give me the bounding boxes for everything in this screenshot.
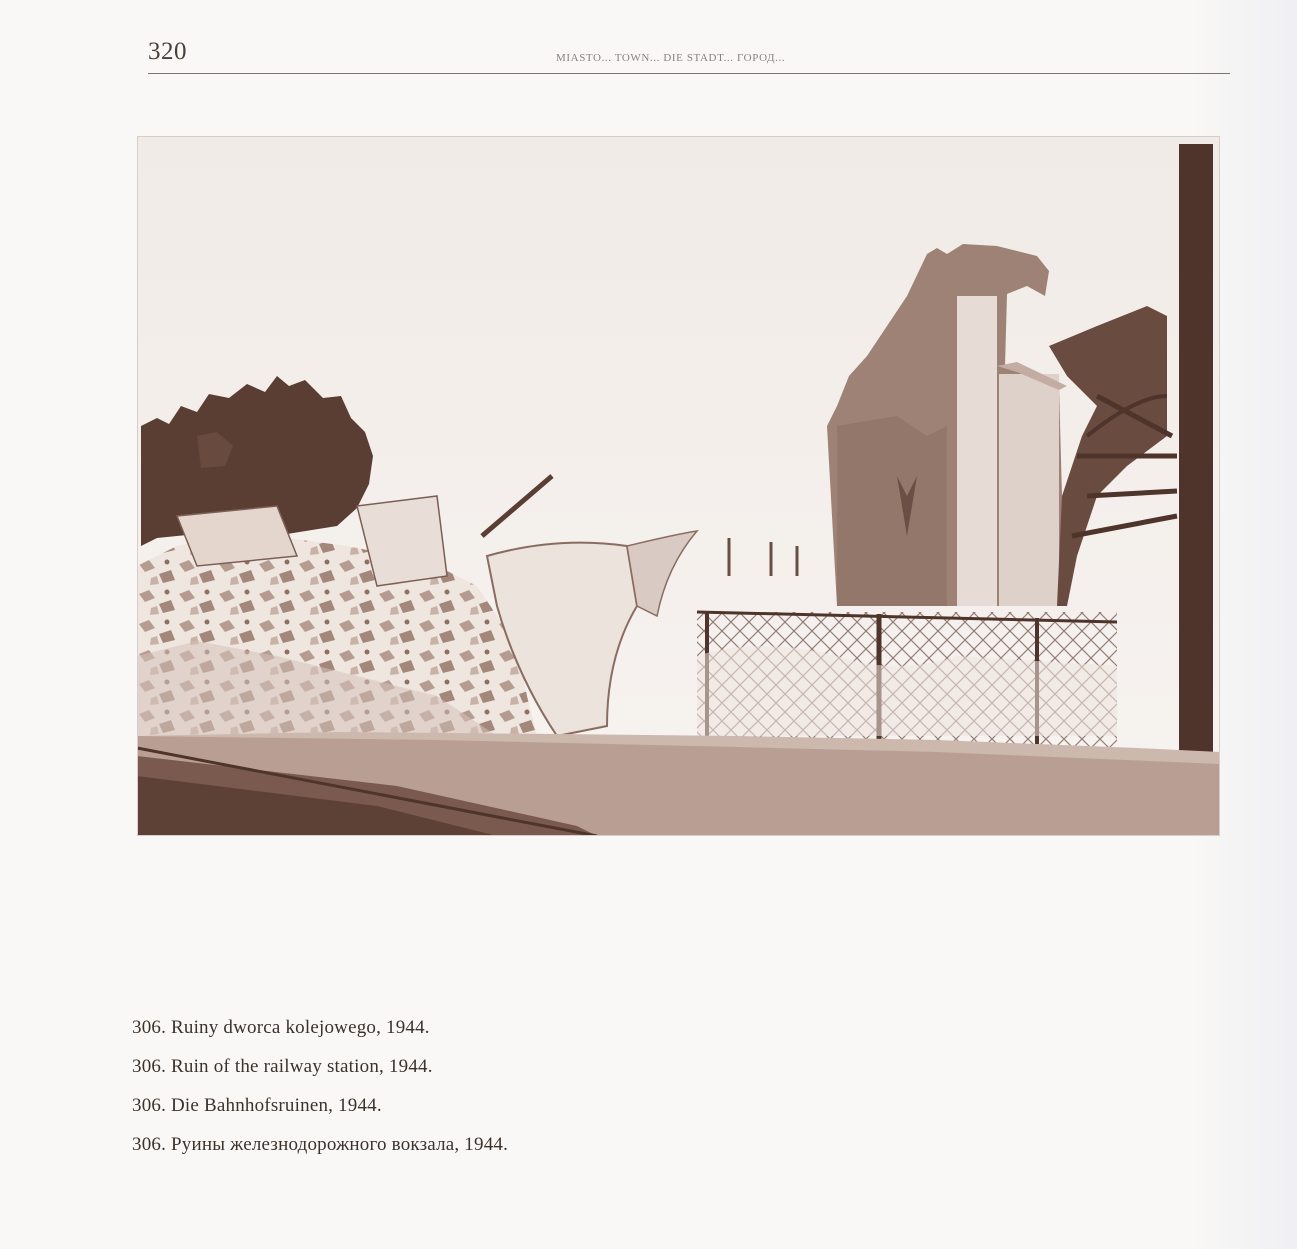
photo-illustration	[137, 136, 1220, 836]
running-title: MIASTO... TOWN... DIE STADT... ГОРОД...	[556, 52, 786, 64]
caption-russian: 306. Руины железнодорожного вокзала, 1944.	[132, 1134, 509, 1155]
caption-polish: 306. Ruiny dworca kolejowego, 1944.	[132, 1017, 430, 1038]
caption-block	[132, 1008, 1032, 1164]
caption-english: 306. Ruin of the railway station, 1944.	[132, 1056, 433, 1077]
wall-pillar	[957, 296, 997, 606]
station-ruins-photo	[137, 136, 1220, 836]
utility-pole	[1179, 144, 1213, 836]
header-rule	[148, 73, 1230, 74]
page-number: 320	[148, 38, 187, 65]
caption-german: 306. Die Bahnhofsruinen, 1944.	[132, 1095, 382, 1116]
